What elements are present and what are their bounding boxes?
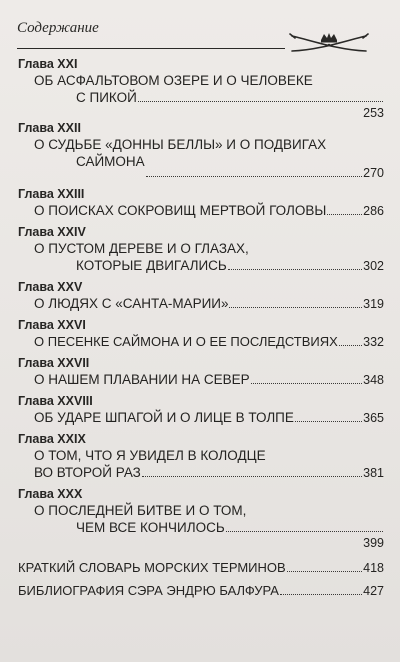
chapter-title-line: КОТОРЫЕ ДВИГАЛИСЬ 302 [76,258,384,273]
chapter-title-line: О ПЕСЕНКЕ САЙМОНА И О ЕЕ ПОСЛЕДСТВИЯХ 332 [34,334,384,349]
chapter-title-line: О НАШЕМ ПЛАВАНИИ НА СЕВЕР 348 [34,372,384,387]
page-number: 286 [363,204,384,218]
running-head: Содержание [17,20,99,36]
page-number: 270 [363,166,384,180]
toc-entry-26[interactable] [18,317,384,350]
chapter-title-line: САЙМОНА [76,154,145,169]
chapter-title-line: ЧЕМ ВСЕ КОНЧИЛОСЬ [18,519,384,536]
chapter-title-line: С ПИКОЙ [18,89,384,106]
crossed-swords-crown-icon [286,30,372,56]
toc-entry-29[interactable] [18,431,384,481]
page-number: 381 [363,466,384,480]
chapter-label: Глава XXIV [18,225,86,239]
table-of-contents [18,56,384,599]
toc-entry-27[interactable] [18,355,384,388]
chapter-title-line: О ЛЮДЯХ С «САНТА-МАРИИ» 319 [34,296,384,311]
page-number: 418 [363,561,384,575]
chapter-title-line: О ПУСТОМ ДЕРЕВЕ И О ГЛАЗАХ, [34,241,249,256]
chapter-label: Глава XXV [18,280,83,294]
chapter-title-line: ВО ВТОРОЙ РАЗ 381 [34,465,384,480]
page-number: 253 [363,106,384,120]
toc-entry-22[interactable] [18,120,384,181]
toc-entry-25[interactable] [18,279,384,312]
page-leader [18,164,384,181]
chapter-label: Глава XXII [18,121,81,135]
chapter-title-line: О СУДЬБЕ «ДОННЫ БЕЛЛЫ» И О ПОДВИГАХ [34,137,327,152]
chapter-label: Глава XXVII [18,356,90,370]
chapter-title-line: ОБ АСФАЛЬТОВОМ ОЗЕРЕ И О ЧЕЛОВЕКЕ [34,73,313,88]
toc-entry-21[interactable] [18,56,384,120]
page-number: 348 [363,373,384,387]
toc-entry-28[interactable] [18,393,384,426]
toc-entry-24[interactable] [18,224,384,274]
chapter-label: Глава XXI [18,57,78,71]
chapter-label: Глава XXVI [18,318,86,332]
chapter-label: Глава XXVIII [18,394,93,408]
chapter-title-line: О ПОСЛЕДНЕЙ БИТВЕ И О ТОМ, [34,503,247,518]
page-number: 365 [363,411,384,425]
chapter-label: Глава XXX [18,487,83,501]
chapter-title-line: О ТОМ, ЧТО Я УВИДЕЛ В КОЛОДЦЕ [34,448,266,463]
toc-entry-23[interactable] [18,186,384,219]
page-number: 332 [363,335,384,349]
page-number: 427 [363,584,384,598]
chapter-label: Глава XXIX [18,432,86,446]
header-rule [17,48,285,49]
page-number: 302 [363,259,384,273]
toc-entry-30[interactable] [18,486,384,550]
page-number: 319 [363,297,384,311]
chapter-title-line: О ПОИСКАХ СОКРОВИЩ МЕРТВОЙ ГОЛОВЫ 286 [34,203,384,218]
page-number: 399 [363,536,384,550]
chapter-title-line: ОБ УДАРЕ ШПАГОЙ И О ЛИЦЕ В ТОЛПЕ 365 [34,410,384,425]
chapter-label: Глава XXIII [18,187,85,201]
toc-entry-glossary[interactable]: КРАТКИЙ СЛОВАРЬ МОРСКИХ ТЕРМИНОВ 418 [18,560,384,575]
toc-entry-bibliography[interactable]: БИБЛИОГРАФИЯ СЭРА ЭНДРЮ БАЛФУРА 427 [18,583,384,598]
